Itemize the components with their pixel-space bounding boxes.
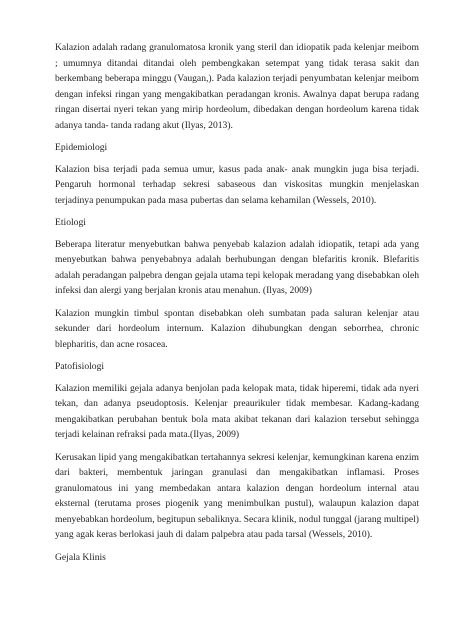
paragraph-patofisiologi-1: Kalazion memiliki gejala adanya benjolan pada kelopak mata, tidak hiperemi, tidak ada nyeri tekan, dan adanya pseudoptosis. Kelenjar preaurikuler tidak membesar. Kadang-kadang mengakibatkan perubahan bentuk bola mata akibat tekanan dari kalazion tersebut sehingga terjadi kelainan refraksi pada mata.(Ilyas, 2009) <box>55 382 419 440</box>
heading-gejala-klinis: Gejala Klinis <box>55 551 106 563</box>
paragraph-etiologi-1: Beberapa literatur menyebutkan bahwa penyebab kalazion adalah idiopatik, tetapi ada yang menyebutkan bahwa penyebabnya adalah berhubungan dengan blefaritis kronik. Blefaritis adalah peradangan palpebra dengan gejala utama tepi kelopak meradang yang disebabkan oleh infeksi dan alergi yang berjalan kronis atau menahun. (Ilyas, 2009) <box>55 238 419 296</box>
paragraph-etiologi-2: Kalazion mungkin timbul spontan disebabkan oleh sumbatan pada saluran kelenjar atau sekunder dari hordeolum internum. Kalazion dihubungkan dengan seborrhea, chronic blepharitis, dan acne rosacea. <box>55 307 419 350</box>
paragraph-patofisiologi-2: Kerusakan lipid yang mengakibatkan tertahannya sekresi kelenjar, kemungkinan karena enzim dari bakteri, membentuk jaringan granulasi dan mengakibatkan inflamasi. Proses granulomatous ini yang membedakan antara kalazion dengan hordeolum internal atau eksternal (terutama proses piogenik yang menimbulkan pustul), walaupun kalazion dapat menyebabkan hordeolum, begitupun sebaliknya. Secara klinik, nodul tunggal (jarang multipel) yang agak keras berlokasi jauh di dalam palpebra atau pada tarsal (Wessels, 2010). <box>55 451 419 540</box>
document-body <box>55 40 419 571</box>
heading-etiologi: Etiologi <box>55 217 86 228</box>
paragraph-definition: Kalazion adalah radang granulomatosa kronik yang steril dan idiopatik pada kelenjar meibom ; umumnya ditandai ditandai oleh pembengkakan setempat yang tidak terasa sakit dan berkembang beberapa minggu (Vaugan,). Pada kalazion terjadi penyumbatan kelenjar meibom dengan infeksi ringan yang mengakibatkan peradangan kronis. Awalnya dapat berupa radang ringan disertai nyeri tekan yang mirip hordeolum, dibedakan dengan hordeolum karena tidak adanya tanda- tanda radang akut (Ilyas, 2013). <box>55 42 419 131</box>
heading-patofisiologi: Patofisiologi <box>55 361 105 372</box>
paragraph-epidemiologi: Kalazion bisa terjadi pada semua umur, kasus pada anak- anak mungkin juga bisa terjadi. Pengaruh hormonal terhadap sekresi sabaseous dan viskositas mungkin menjelaskan terjadinya penumpukan pada masa pubertas dan selama kehamilan (Wessels, 2010). <box>55 163 419 206</box>
heading-epidemiologi: Epidemiologi <box>55 142 108 153</box>
